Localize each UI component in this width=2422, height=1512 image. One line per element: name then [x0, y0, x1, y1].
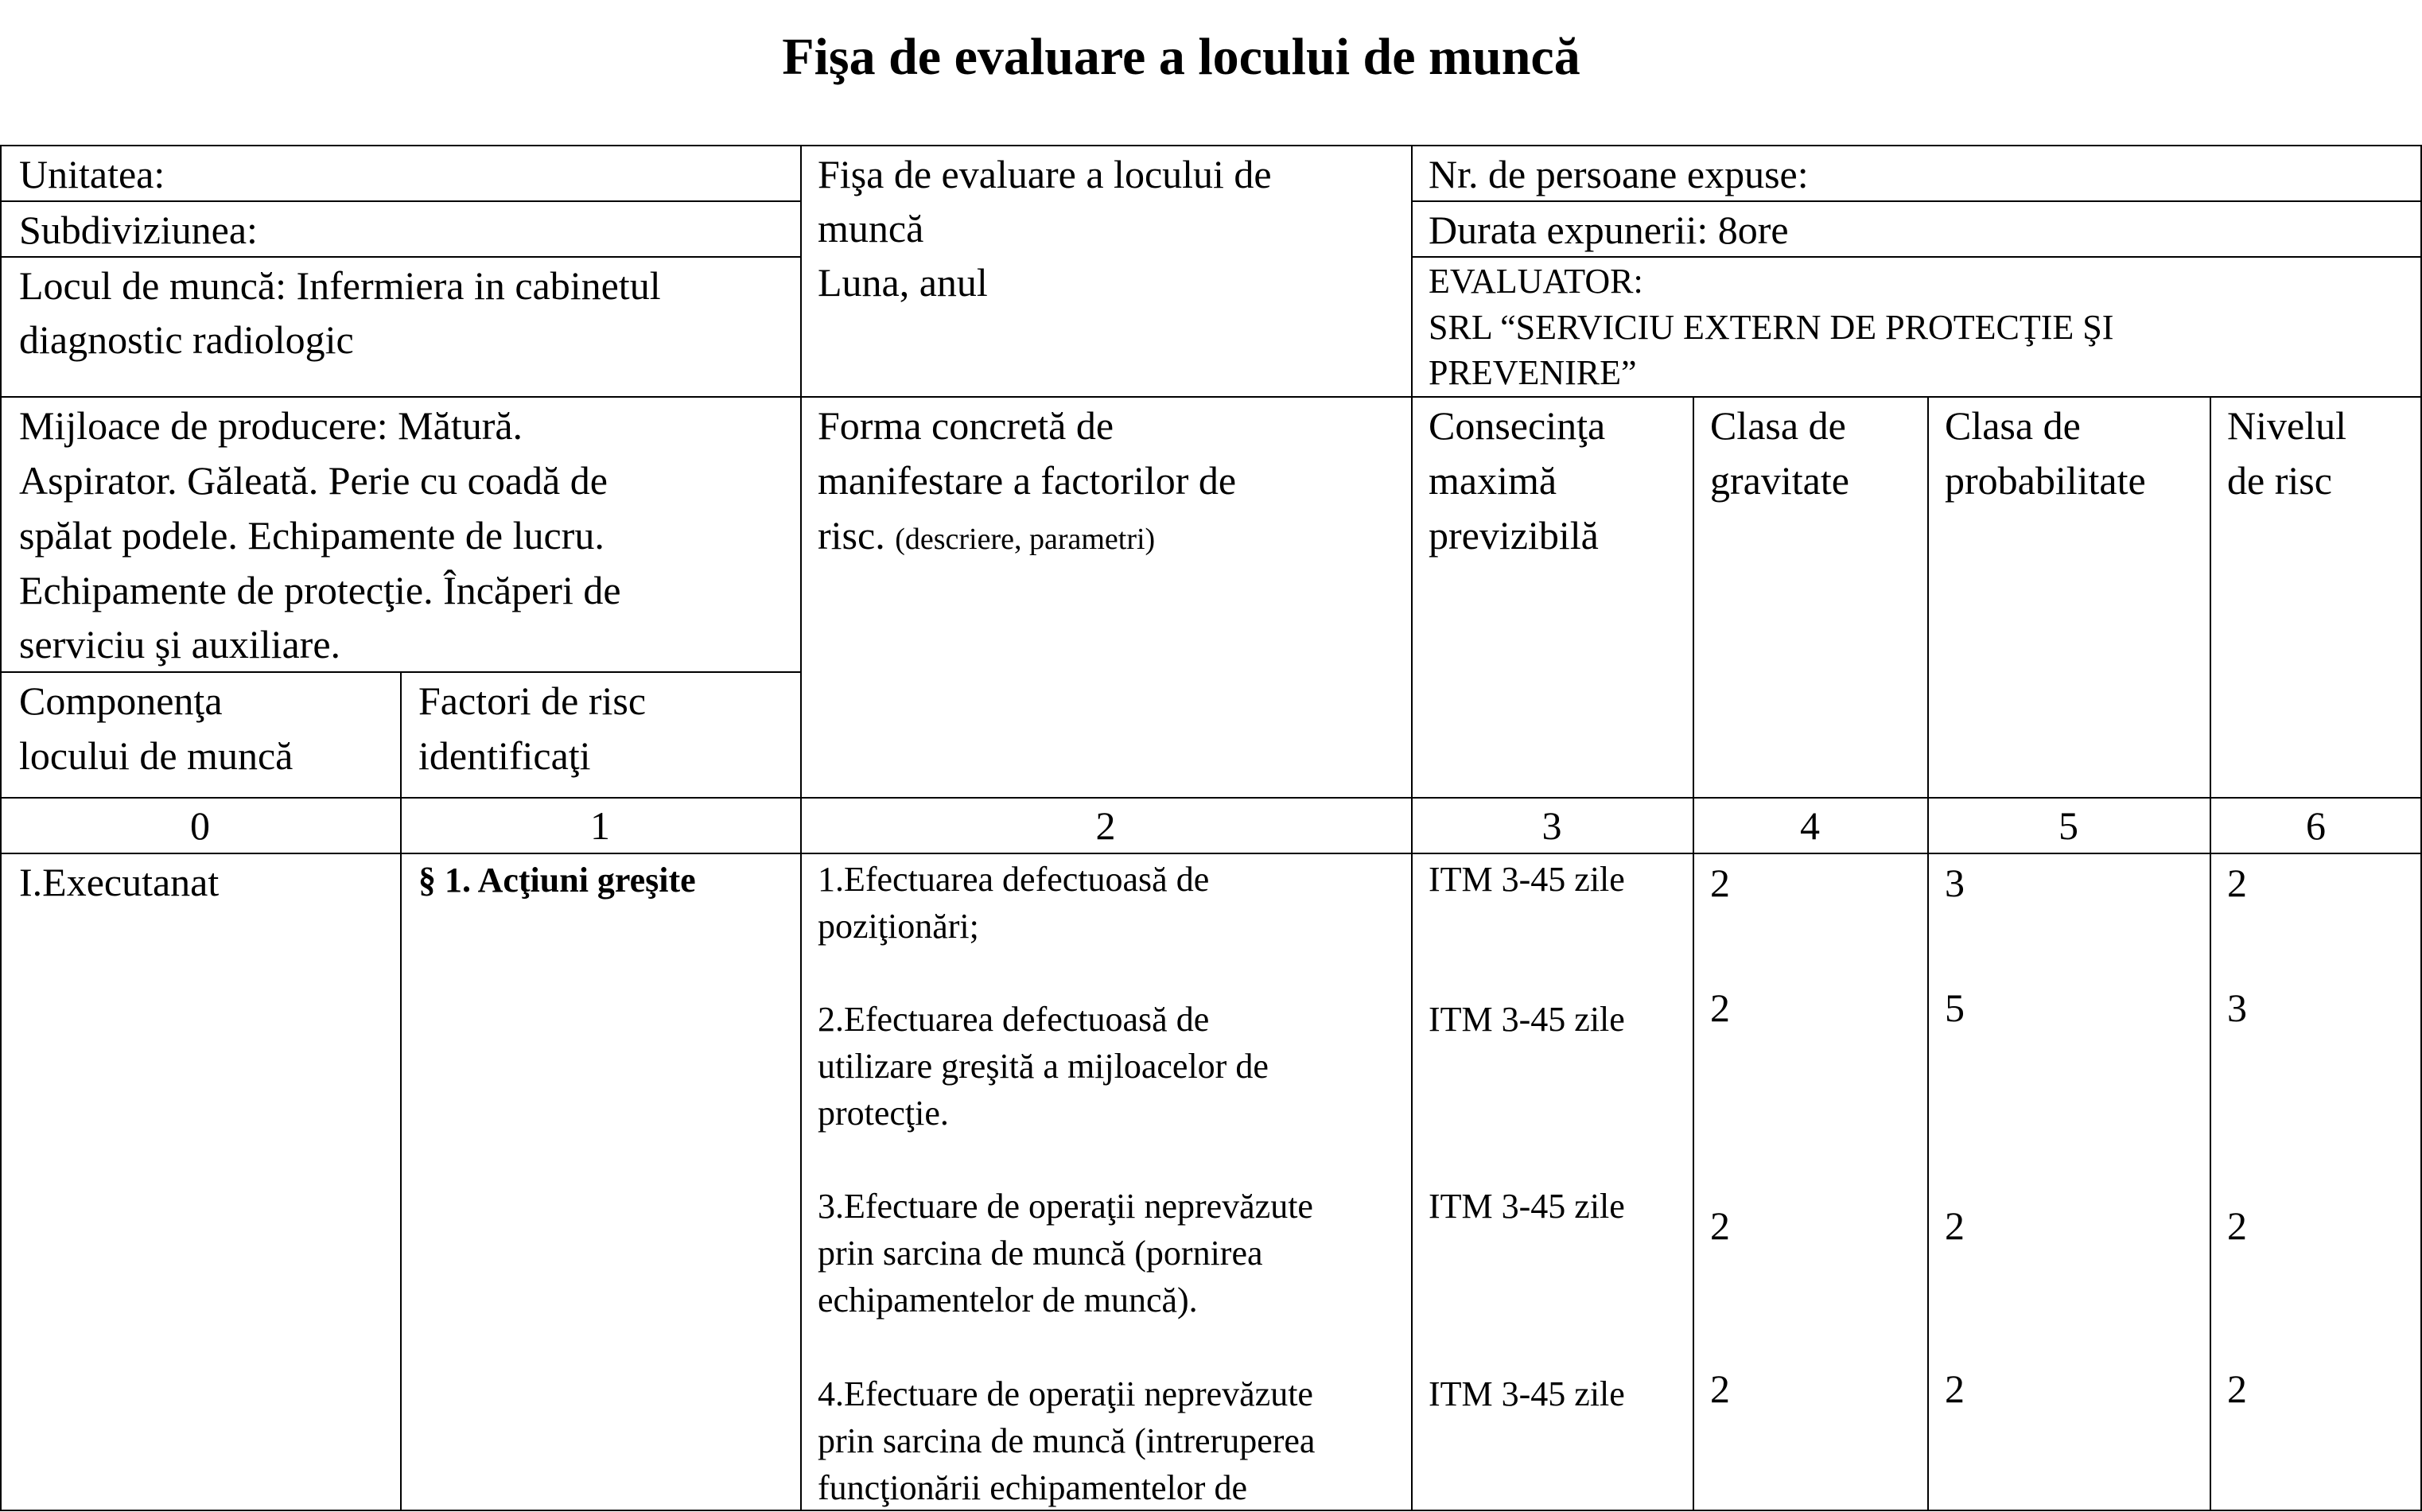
column-number: 1 [590, 803, 610, 848]
column-number: 3 [1541, 803, 1562, 848]
form-heading: manifestare a factorilor de [818, 458, 1237, 503]
risk-description: 2.Efectuarea defectuoasă de [818, 1000, 1210, 1039]
risk-level-heading: Nivelul [2227, 403, 2346, 448]
sheet-title-line: muncă [818, 206, 924, 251]
table-border-top [0, 145, 2422, 146]
severity-value: 2 [1710, 1366, 1730, 1411]
column-number: 2 [1095, 803, 1116, 848]
consequence-value: ITM 3-45 zile [1429, 860, 1625, 899]
risk-description: prin sarcina de muncă (intreruperea [818, 1421, 1316, 1460]
risk-level-value: 2 [2227, 861, 2247, 905]
evaluator-name-continued: PREVENIRE” [1429, 353, 1637, 392]
consequence-value: ITM 3-45 zile [1429, 1000, 1625, 1039]
component-heading: locului de muncă [19, 733, 294, 778]
probability-value: 5 [1945, 985, 1965, 1030]
column-divider [1927, 396, 1929, 1511]
severity-heading: gravitate [1710, 458, 1849, 503]
form-heading-text: risc. [818, 513, 885, 558]
exposure-duration-label: Durata expunerii: 8ore [1429, 208, 1789, 252]
consequence-heading: Consecinţa [1429, 403, 1606, 448]
risk-description: prin sarcina de muncă (pornirea [818, 1234, 1263, 1273]
production-means-text: serviciu şi auxiliare. [19, 622, 341, 667]
consequence-heading: previzibilă [1429, 513, 1599, 558]
exposed-persons-label: Nr. de persoane expuse: [1429, 152, 1809, 196]
production-means-text: Aspirator. Găleată. Perie cu coadă de [19, 458, 608, 503]
component-heading: Componenţa [19, 678, 223, 723]
form-heading: Forma concretă de [818, 403, 1114, 448]
form-heading-note: (descriere, parametri) [895, 523, 1156, 556]
column-divider [2210, 396, 2211, 1511]
row-divider [0, 396, 2422, 398]
evaluator-name: SRL “SERVICIU EXTERN DE PROTECŢIE ŞI [1429, 308, 2114, 347]
component-value: I.Executanat [19, 860, 220, 904]
consequence-value: ITM 3-45 zile [1429, 1187, 1625, 1226]
probability-value: 2 [1945, 1203, 1965, 1248]
risk-description: funcţionării echipamentelor de [818, 1468, 1247, 1507]
column-divider [400, 671, 402, 1511]
column-number: 5 [2059, 803, 2078, 848]
risk-description: poziţionări; [818, 907, 979, 946]
column-number: 0 [190, 803, 210, 848]
probability-value: 2 [1945, 1366, 1965, 1411]
workplace-label: Locul de muncă: Infermiera in cabinetul [19, 263, 661, 308]
unit-label: Unitatea: [19, 152, 165, 196]
probability-heading: probabilitate [1945, 458, 2146, 503]
workplace-label-continued: diagnostic radiologic [19, 317, 354, 362]
risk-description: echipamentelor de muncă). [818, 1281, 1198, 1320]
column-number: 4 [1800, 803, 1820, 848]
risk-level-heading: de risc [2227, 458, 2332, 503]
severity-value: 2 [1710, 1203, 1730, 1248]
risk-level-value: 2 [2227, 1203, 2247, 1248]
severity-heading: Clasa de [1710, 403, 1846, 448]
row-divider [0, 853, 2422, 854]
risk-description: 3.Efectuare de operaţii neprevăzute [818, 1187, 1313, 1226]
risk-description: utilizare greşită a mijloacelor de [818, 1047, 1269, 1086]
month-year-label: Luna, anul [818, 260, 988, 305]
column-number: 6 [2306, 803, 2326, 848]
evaluator-label: EVALUATOR: [1429, 262, 1643, 301]
consequence-heading: maximă [1429, 458, 1557, 503]
factor-value: § 1. Acţiuni greşite [418, 861, 696, 900]
form-heading [818, 508, 1155, 566]
probability-heading: Clasa de [1945, 403, 2081, 448]
consequence-value: ITM 3-45 zile [1429, 1374, 1625, 1413]
sheet-title-line: Fişa de evaluare a locului de [818, 152, 1272, 196]
probability-value: 3 [1945, 861, 1965, 905]
production-means-text: Mijloace de producere: Mătură. [19, 403, 523, 448]
risk-level-value: 3 [2227, 985, 2247, 1030]
severity-value: 2 [1710, 985, 1730, 1030]
factors-heading: Factori de risc [418, 678, 647, 723]
column-divider [1693, 396, 1694, 1511]
risk-level-value: 2 [2227, 1366, 2247, 1411]
severity-value: 2 [1710, 861, 1730, 905]
production-means-text: Echipamente de protecţie. Încăperi de [19, 568, 621, 612]
risk-description: protecţie. [818, 1094, 949, 1133]
production-means-text: spălat podele. Echipamente de lucru. [19, 513, 605, 558]
factors-heading: identificaţi [418, 733, 591, 778]
risk-description: 1.Efectuarea defectuoasă de [818, 860, 1210, 899]
subdivision-label: Subdiviziunea: [19, 208, 258, 252]
risk-description: 4.Efectuare de operaţii neprevăzute [818, 1374, 1313, 1413]
document-title: Fişa de evaluare a locului de muncă [782, 28, 1580, 86]
